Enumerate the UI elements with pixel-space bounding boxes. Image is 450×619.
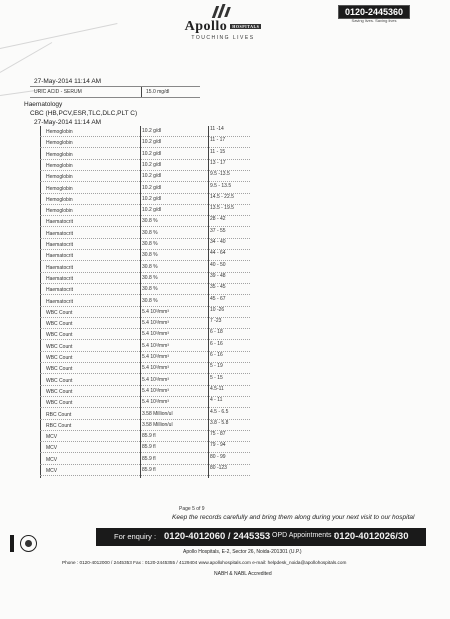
row-result: 10.2 g/dl — [142, 195, 162, 202]
department-heading: Haematology — [24, 101, 63, 108]
hospital-address: Apollo Hospitals, E-2, Sector 26, Noida-201301 (U.P.) — [183, 549, 302, 555]
row-result: 85.9 fl — [142, 467, 156, 473]
row-reference-range: 13 - 17 — [210, 159, 226, 166]
row-reference-range: 80 -123 — [210, 465, 227, 471]
row-result: 3.58 Million/ul — [142, 421, 173, 428]
row-reference-range: 9.5 - 13.5 — [210, 182, 232, 189]
row-test-name: WBC Count — [46, 343, 73, 350]
row-reference-range: 35 - 45 — [210, 284, 226, 291]
row-test-name: Haematocrit — [46, 230, 73, 237]
row-result: 30.8 % — [142, 218, 158, 225]
row-reference-range: 5 - 19 — [210, 363, 223, 370]
row-reference-range: 9.5 -13.5 — [210, 171, 230, 178]
apollo-logo — [178, 4, 268, 50]
row-reference-range: 37 - 55 — [210, 227, 226, 234]
row-test-name: WBC Count — [46, 355, 73, 361]
row-test-name: WBC Count — [46, 321, 73, 328]
row-reference-range: 80 - 99 — [210, 453, 226, 460]
row-reference-range: 4.5 - 6.5 — [210, 408, 229, 415]
row-test-name: Haematocrit — [46, 264, 73, 271]
row-test-name: MCV — [46, 456, 58, 463]
records-note: Keep the records carefully and bring them along during your next visit to our hospital — [172, 514, 415, 521]
enquiry-label: For enquiry : — [114, 532, 157, 541]
row-reference-range: 14.5 - 22.5 — [210, 193, 234, 200]
row-test-name: Hemoglobin — [46, 151, 73, 158]
row-result: 30.8 % — [142, 274, 158, 281]
row-test-name: WBC Count — [46, 309, 73, 316]
row-result: 30.8 % — [142, 263, 158, 270]
row-test-name: RBC Count — [46, 422, 72, 429]
row-result: 5.4 10³/mm³ — [142, 365, 169, 372]
accreditation-seal-icon — [20, 535, 37, 552]
row-reference-range: 13.5 - 19.5 — [210, 205, 234, 212]
row-result: 5.4 10³/mm³ — [142, 342, 169, 349]
row-test-name: Hemoglobin — [46, 196, 73, 203]
row-test-name: WBC Count — [46, 388, 73, 395]
row-result: 5.4 10³/mm³ — [142, 331, 169, 338]
row-result: 3.58 Million/ul — [142, 410, 173, 417]
row-test-name: Hemoglobin — [46, 185, 73, 192]
row-reference-range: 28 - 42 — [210, 216, 226, 223]
table-row — [40, 465, 250, 478]
row-reference-range: 44 - 64 — [210, 250, 226, 257]
row-reference-range: 4 - 11 — [210, 397, 223, 404]
row-test-name: RBC Count — [46, 411, 72, 418]
brand-name: Apollo — [184, 19, 228, 35]
row-test-name: Hemoglobin — [46, 140, 73, 147]
uric-acid-test: URIC ACID - SERUM — [34, 89, 82, 95]
row-result: 85.9 fl — [142, 444, 156, 451]
row-test-name: MCV — [46, 434, 58, 441]
row-test-name: Hemoglobin — [46, 174, 73, 181]
row-result: 10.2 g/dl — [142, 173, 162, 180]
row-test-name: WBC Count — [46, 400, 73, 407]
row-test-name: Haematocrit — [46, 253, 73, 260]
helpline-caption: Saving lives. Saving lives — [351, 18, 397, 23]
row-reference-range: 79 - 94 — [210, 442, 226, 449]
row-result: 30.8 % — [142, 286, 158, 293]
row-reference-range: 45 - 67 — [210, 295, 226, 302]
row-result: 10.2 g/dl — [142, 161, 162, 168]
row-reference-range: 4.5-11 — [210, 385, 224, 392]
section2-timestamp: 27-May-2014 11:14 AM — [34, 119, 102, 126]
uric-acid-result: 15.0 mg/dl — [146, 89, 170, 95]
row-test-name: WBC Count — [46, 377, 73, 384]
row-reference-range: 11 - 17 — [210, 137, 226, 144]
row-result: 5.4 10³/mm³ — [142, 387, 169, 394]
enquiry-numbers: 0120-4012060 / 2445353 — [164, 531, 271, 542]
row-test-name: WBC Count — [46, 366, 73, 373]
helpline-number: 0120-2445360 — [338, 5, 410, 19]
row-reference-range: 39 - 48 — [210, 272, 226, 279]
panel-heading: CBC (HB,PCV,ESR,TLC,DLC,PLT C) — [30, 110, 138, 117]
row-result: 5.4 10³/mm³ — [142, 376, 169, 383]
row-reference-range: 75 - 87 — [210, 431, 226, 438]
hospital-contact: Phone : 0120-4012000 / 2445353 Fax : 0120-2445355 / 4129404 www.apollohospitals.com e-mail: helpdesk_noida@apollohospitals.com — [62, 560, 347, 565]
row-result: 85.9 fl — [142, 455, 156, 462]
row-result: 30.8 % — [142, 241, 158, 247]
row-reference-range: 7 -23 — [210, 318, 222, 325]
row-reference-range: 6 - 18 — [210, 329, 223, 336]
section1-timestamp: 27-May-2014 11:14 AM — [34, 78, 102, 85]
row-reference-range: 5 - 15 — [210, 374, 223, 381]
row-test-name: WBC Count — [46, 332, 73, 339]
scan-streak — [0, 23, 117, 49]
row-reference-range: 6 - 16 — [210, 352, 223, 358]
row-result: 10.2 g/dl — [142, 184, 162, 191]
row-test-name: Haematocrit — [46, 219, 73, 226]
row-test-name: Hemoglobin — [46, 129, 73, 135]
row-result: 10.2 g/dl — [142, 139, 162, 146]
row-result: 5.4 10³/mm³ — [142, 308, 169, 315]
row-test-name: Haematocrit — [46, 287, 73, 294]
row-reference-range: 11 - 15 — [210, 148, 226, 155]
row-result: 5.4 10³/mm³ — [142, 320, 169, 327]
row-reference-range: 10 -26 — [210, 306, 225, 313]
row-reference-range: 11 -14 — [210, 126, 224, 132]
row-test-name: MCV — [46, 468, 58, 474]
opd-label: OPD Appointments : — [272, 532, 336, 539]
row-test-name: Hemoglobin — [46, 162, 73, 169]
row-result: 30.8 % — [142, 297, 158, 304]
row-result: 10.2 g/dl — [142, 128, 162, 134]
row-test-name: Hemoglobin — [46, 208, 73, 215]
row-result: 5.4 10³/mm³ — [142, 399, 169, 406]
opd-number: 0120-4012026/30 — [334, 531, 409, 542]
row-reference-range: 6 - 16 — [210, 340, 223, 347]
enquiry-bar — [96, 528, 426, 546]
row-result: 10.2 g/dl — [142, 207, 162, 214]
row-reference-range: 34 - 40 — [210, 239, 226, 245]
accreditation-text: NABH & NABL Accredited — [214, 571, 272, 577]
page-number: Page 5 of 9 — [179, 506, 205, 512]
row-reference-range: 40 - 50 — [210, 261, 226, 268]
uric-acid-row — [30, 86, 200, 98]
row-test-name: Haematocrit — [46, 298, 73, 305]
row-result: 85.9 fl — [142, 433, 156, 440]
brand-tagline: TOUCHING LIVES — [191, 35, 255, 42]
row-result: 10.2 g/dl — [142, 150, 162, 157]
apollo-emblem-icon — [212, 4, 234, 20]
row-reference-range: 3.8 - 5.8 — [210, 419, 229, 426]
row-test-name: Haematocrit — [46, 242, 73, 248]
row-test-name: MCV — [46, 445, 58, 452]
brand-sub: HOSPITALS — [232, 24, 260, 29]
row-result: 30.8 % — [142, 252, 158, 259]
footer-bar-mark — [10, 535, 14, 552]
row-result: 30.8 % — [142, 229, 158, 236]
row-test-name: Haematocrit — [46, 275, 73, 282]
row-result: 5.4 10³/mm³ — [142, 354, 169, 360]
